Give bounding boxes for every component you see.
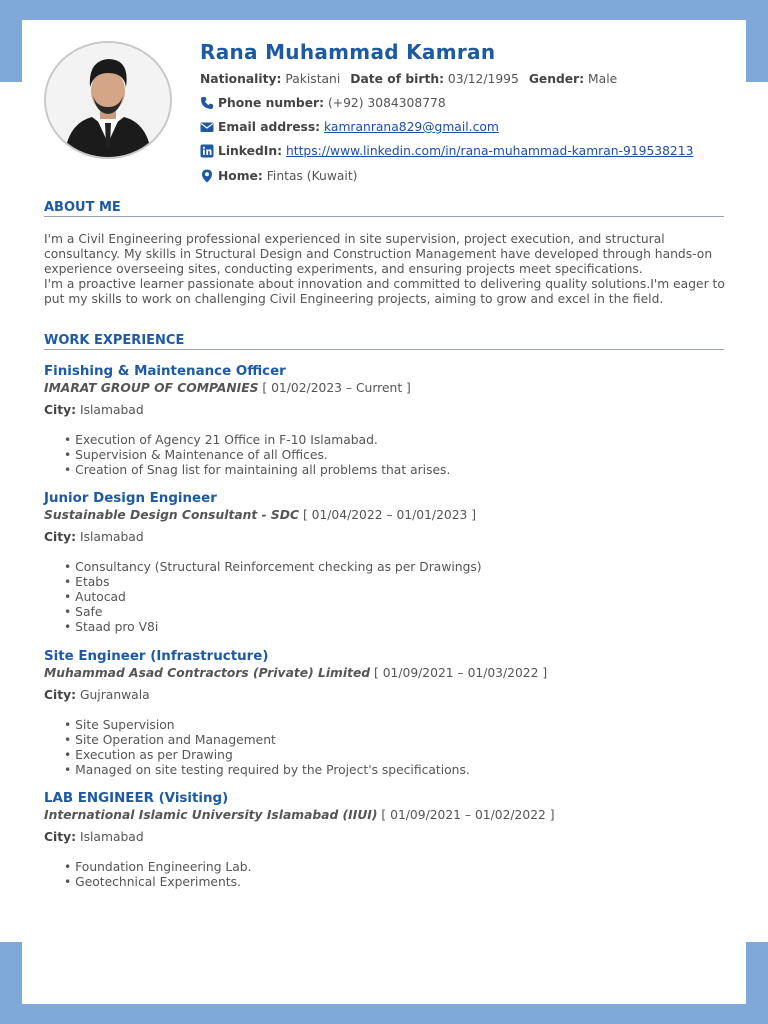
job-city: Islamabad: [79, 830, 144, 844]
job-duty-item: • Site Operation and Management: [64, 733, 734, 748]
job-title: Finishing & Maintenance Officer: [44, 364, 286, 379]
about-paragraph-1: I'm a Civil Engineering professional experienced in site supervision, project execution, and structural consultancy. My skills in Structural Design and Construction Management have developed through hands-on experience overseeing sites, conducting experiments, and ensuring projects meet specifications.: [44, 232, 713, 276]
job-entry: [44, 648, 734, 778]
job-duty-item: • Creation of Snag list for maintaining all problems that arises.: [64, 463, 734, 478]
about-text: [44, 232, 729, 307]
home-label: Home:: [218, 169, 263, 183]
dob-value: 03/12/1995: [447, 72, 519, 86]
job-employer-line: [44, 665, 734, 682]
linkedin-link[interactable]: https://www.linkedin.com/in/rana-muhammad-kamran-919538213: [285, 144, 694, 158]
home-value: Fintas (Kuwait): [266, 169, 358, 183]
job-title: Junior Design Engineer: [44, 491, 217, 506]
gender-label: Gender:: [528, 72, 585, 86]
work-experience-section-title: WORK EXPERIENCE: [44, 333, 724, 350]
job-city: Islamabad: [79, 403, 144, 417]
profile-photo: [44, 41, 172, 159]
job-employer-line: [44, 380, 734, 397]
email-link[interactable]: kamranrana829@gmail.com: [324, 120, 499, 134]
cv-page: [22, 20, 746, 1004]
job-duties-list: [44, 718, 734, 778]
job-entry: [44, 490, 734, 635]
job-city-label: City:: [44, 688, 77, 702]
nationality-label: Nationality:: [200, 72, 282, 86]
home-line: [200, 169, 357, 183]
job-city: Islamabad: [79, 530, 144, 544]
phone-label: Phone number:: [218, 96, 325, 110]
job-duty-item: • Safe: [64, 605, 734, 620]
dob-label: Date of birth:: [350, 72, 444, 86]
job-duties-list: [44, 433, 734, 478]
job-duty-item: • Site Supervision: [64, 718, 734, 733]
job-duty-item: • Etabs: [64, 575, 734, 590]
phone-line: [200, 96, 446, 110]
envelope-icon: [200, 120, 214, 134]
job-employer: International Islamic University Islamabad (IIUI): [44, 808, 378, 822]
gender-value: Male: [588, 72, 618, 86]
job-city-label: City:: [44, 530, 77, 544]
job-title: LAB ENGINEER (Visiting): [44, 791, 229, 806]
job-duty-item: • Execution as per Drawing: [64, 748, 734, 763]
job-duty-item: • Geotechnical Experiments.: [64, 875, 734, 890]
linkedin-icon: [200, 144, 214, 158]
job-duty-item: • Managed on site testing required by the Project's specifications.: [64, 763, 734, 778]
job-entry: [44, 363, 734, 478]
job-employer-line: [44, 507, 734, 524]
phone-icon: [200, 96, 214, 110]
job-duty-item: • Staad pro V8i: [64, 620, 734, 635]
job-duties-list: [44, 860, 734, 890]
job-city: Gujranwala: [79, 688, 150, 702]
job-title: Site Engineer (Infrastructure): [44, 649, 269, 664]
job-dates: [ 01/02/2023 – Current ]: [262, 381, 411, 395]
job-dates: [ 01/09/2021 – 01/02/2022 ]: [381, 808, 555, 822]
candidate-name: Rana Muhammad Kamran: [200, 40, 496, 64]
job-city-line: [44, 530, 734, 545]
linkedin-line: [200, 144, 693, 158]
location-pin-icon: [200, 169, 214, 183]
job-employer: Muhammad Asad Contractors (Private) Limited: [44, 666, 371, 680]
job-city-line: [44, 403, 734, 418]
job-duty-item: • Supervision & Maintenance of all Offices.: [64, 448, 734, 463]
job-duty-item: • Autocad: [64, 590, 734, 605]
job-city-line: [44, 830, 734, 845]
personal-info-line: [200, 72, 617, 86]
job-duty-item: • Foundation Engineering Lab.: [64, 860, 734, 875]
job-city-line: [44, 688, 734, 703]
email-line: [200, 120, 499, 134]
job-employer: Sustainable Design Consultant - SDC: [44, 508, 300, 522]
job-duty-item: • Execution of Agency 21 Office in F-10 Islamabad.: [64, 433, 734, 448]
linkedin-label: LinkedIn:: [218, 144, 283, 158]
job-duties-list: [44, 560, 734, 635]
job-dates: [ 01/04/2022 – 01/01/2023 ]: [302, 508, 477, 522]
about-paragraph-2: I'm a proactive learner passionate about innovation and committed to delivering quality solutions.I'm eager to put my skills to work on challenging Civil Engineering projects, aiming to grow and excel in the field.: [44, 277, 725, 306]
job-city-label: City:: [44, 403, 77, 417]
email-label: Email address:: [218, 120, 321, 134]
job-dates: [ 01/09/2021 – 01/03/2022 ]: [374, 666, 548, 680]
phone-value: (+92) 3084308778: [327, 96, 446, 110]
nationality-value: Pakistani: [285, 72, 341, 86]
job-entry: [44, 790, 734, 890]
job-duty-item: • Consultancy (Structural Reinforcement checking as per Drawings): [64, 560, 734, 575]
job-employer-line: [44, 807, 734, 824]
job-city-label: City:: [44, 830, 77, 844]
job-employer: IMARAT GROUP OF COMPANIES: [44, 381, 259, 395]
about-section-title: ABOUT ME: [44, 200, 724, 217]
